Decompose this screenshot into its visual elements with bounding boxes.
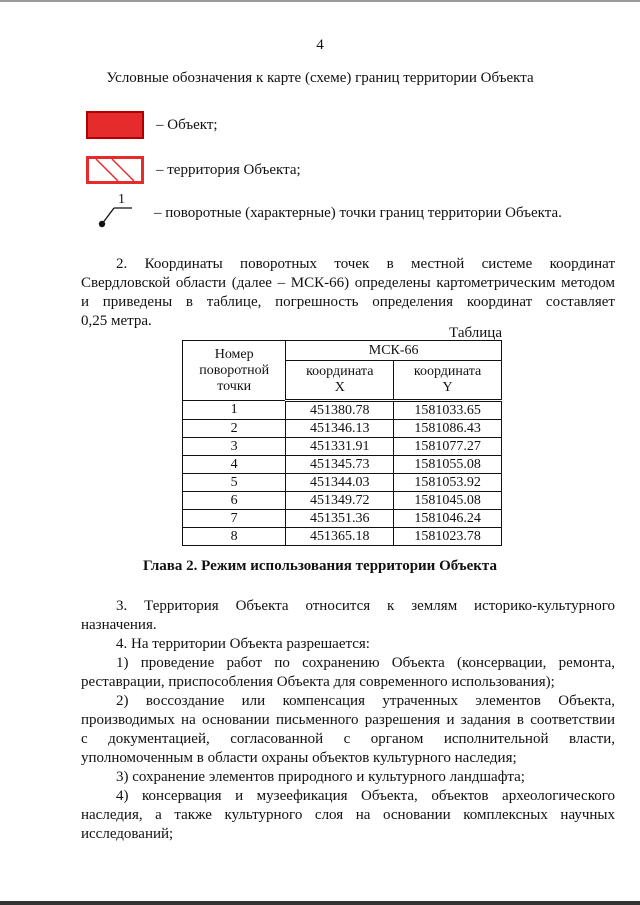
header-coordinate-y: координата Y bbox=[394, 361, 502, 401]
paragraph-line: производимых на основании письменного разрешения и задания в соответствии bbox=[81, 712, 615, 728]
coord-y: 1581033.65 bbox=[394, 401, 502, 420]
paragraph-line: 4) консервация и музеефикация Объекта, объектов археологического bbox=[116, 788, 615, 804]
paragraph-line: уполномоченным в области охраны объектов культурного наследия; bbox=[81, 750, 517, 766]
coord-y: 1581023.78 bbox=[394, 528, 502, 546]
table-row bbox=[183, 510, 502, 528]
legend-label-turning-points: – поворотные (характерные) точки границ территории Объекта. bbox=[154, 204, 562, 221]
table-row bbox=[183, 528, 502, 546]
page-number: 4 bbox=[316, 37, 324, 53]
point-number: 3 bbox=[183, 438, 286, 456]
paragraph-line: с документацией, согласованной с органом исполнительной власти, bbox=[81, 731, 615, 747]
coord-x: 451345.73 bbox=[286, 456, 394, 474]
coord-y: 1581086.43 bbox=[394, 420, 502, 438]
chapter-heading: Глава 2. Режим использования территории Объекта bbox=[143, 558, 497, 574]
coord-y: 1581045.08 bbox=[394, 492, 502, 510]
coord-y: 1581055.08 bbox=[394, 456, 502, 474]
point-number: 5 bbox=[183, 474, 286, 492]
table-caption: Таблица bbox=[449, 325, 502, 341]
red-filled-rect-icon bbox=[86, 111, 144, 139]
paragraph-line: реставрации, приспособления Объекта для современного использования); bbox=[81, 674, 555, 690]
coord-x: 451351.36 bbox=[286, 510, 394, 528]
table-row bbox=[183, 456, 502, 474]
table-row bbox=[183, 401, 502, 420]
coord-y: 1581053.92 bbox=[394, 474, 502, 492]
paragraph-line: Свердловской области (далее – МСК-66) определены картометрическим методом bbox=[81, 275, 615, 291]
paragraph-line: 1) проведение работ по сохранению Объекта (консервации, ремонта, bbox=[116, 655, 615, 671]
scan-top-edge bbox=[0, 0, 640, 2]
table-row bbox=[183, 420, 502, 438]
legend-title: Условные обозначения к карте (схеме) границ территории Объекта bbox=[106, 70, 534, 86]
point-number: 7 bbox=[183, 510, 286, 528]
paragraph-line: 0,25 метра. bbox=[81, 313, 152, 329]
coord-y: 1581046.24 bbox=[394, 510, 502, 528]
turning-point-icon bbox=[96, 192, 136, 230]
table-row bbox=[183, 492, 502, 510]
legend-label-object: – Объект; bbox=[156, 116, 218, 133]
table-row bbox=[183, 474, 502, 492]
paragraph-line: исследований; bbox=[81, 826, 174, 842]
paragraph-line: 2) воссоздание или компенсация утраченных элементов Объекта, bbox=[116, 693, 615, 709]
body-text bbox=[81, 597, 615, 844]
paragraph-line: назначения. bbox=[81, 617, 157, 633]
paragraph-line: 3) сохранение элементов природного и культурного ландшафта; bbox=[116, 769, 525, 785]
point-number: 8 bbox=[183, 528, 286, 546]
coord-x: 451346.13 bbox=[286, 420, 394, 438]
coord-x: 451344.03 bbox=[286, 474, 394, 492]
coord-x: 451331.91 bbox=[286, 438, 394, 456]
header-point-number: Номер поворотной точки bbox=[183, 341, 286, 401]
point-number: 1 bbox=[183, 401, 286, 420]
coord-y: 1581077.27 bbox=[394, 438, 502, 456]
legend-item-object bbox=[86, 111, 218, 139]
legend-item-territory bbox=[86, 156, 301, 184]
paragraph-line: 3. Территория Объекта относится к землям историко-культурного bbox=[116, 598, 615, 614]
paragraph-line: 2. Координаты поворотных точек в местной системе координат bbox=[116, 256, 615, 272]
point-number: 2 bbox=[183, 420, 286, 438]
coord-x: 451365.18 bbox=[286, 528, 394, 546]
paragraph-2 bbox=[81, 255, 615, 331]
hatched-rect-icon bbox=[86, 156, 144, 184]
point-number: 6 bbox=[183, 492, 286, 510]
coordinates-table bbox=[182, 340, 502, 546]
legend-label-territory: – территория Объекта; bbox=[156, 161, 301, 178]
coord-x: 451349.72 bbox=[286, 492, 394, 510]
coord-x: 451380.78 bbox=[286, 401, 394, 420]
paragraph-line: наследия, а также культурного слоя на основании комплексных научных bbox=[81, 807, 615, 823]
header-msk66: МСК-66 bbox=[286, 341, 502, 361]
point-number: 4 bbox=[183, 456, 286, 474]
header-coordinate-x: координата X bbox=[286, 361, 394, 401]
legend-item-turning-point bbox=[96, 192, 562, 230]
turning-point-marker-label: 1 bbox=[118, 192, 125, 207]
table-row bbox=[183, 438, 502, 456]
scan-bottom-edge bbox=[0, 901, 640, 905]
paragraph-line: и приведены в таблице, погрешность определения координат составляет bbox=[81, 294, 615, 310]
paragraph-line: 4. На территории Объекта разрешается: bbox=[116, 636, 370, 652]
